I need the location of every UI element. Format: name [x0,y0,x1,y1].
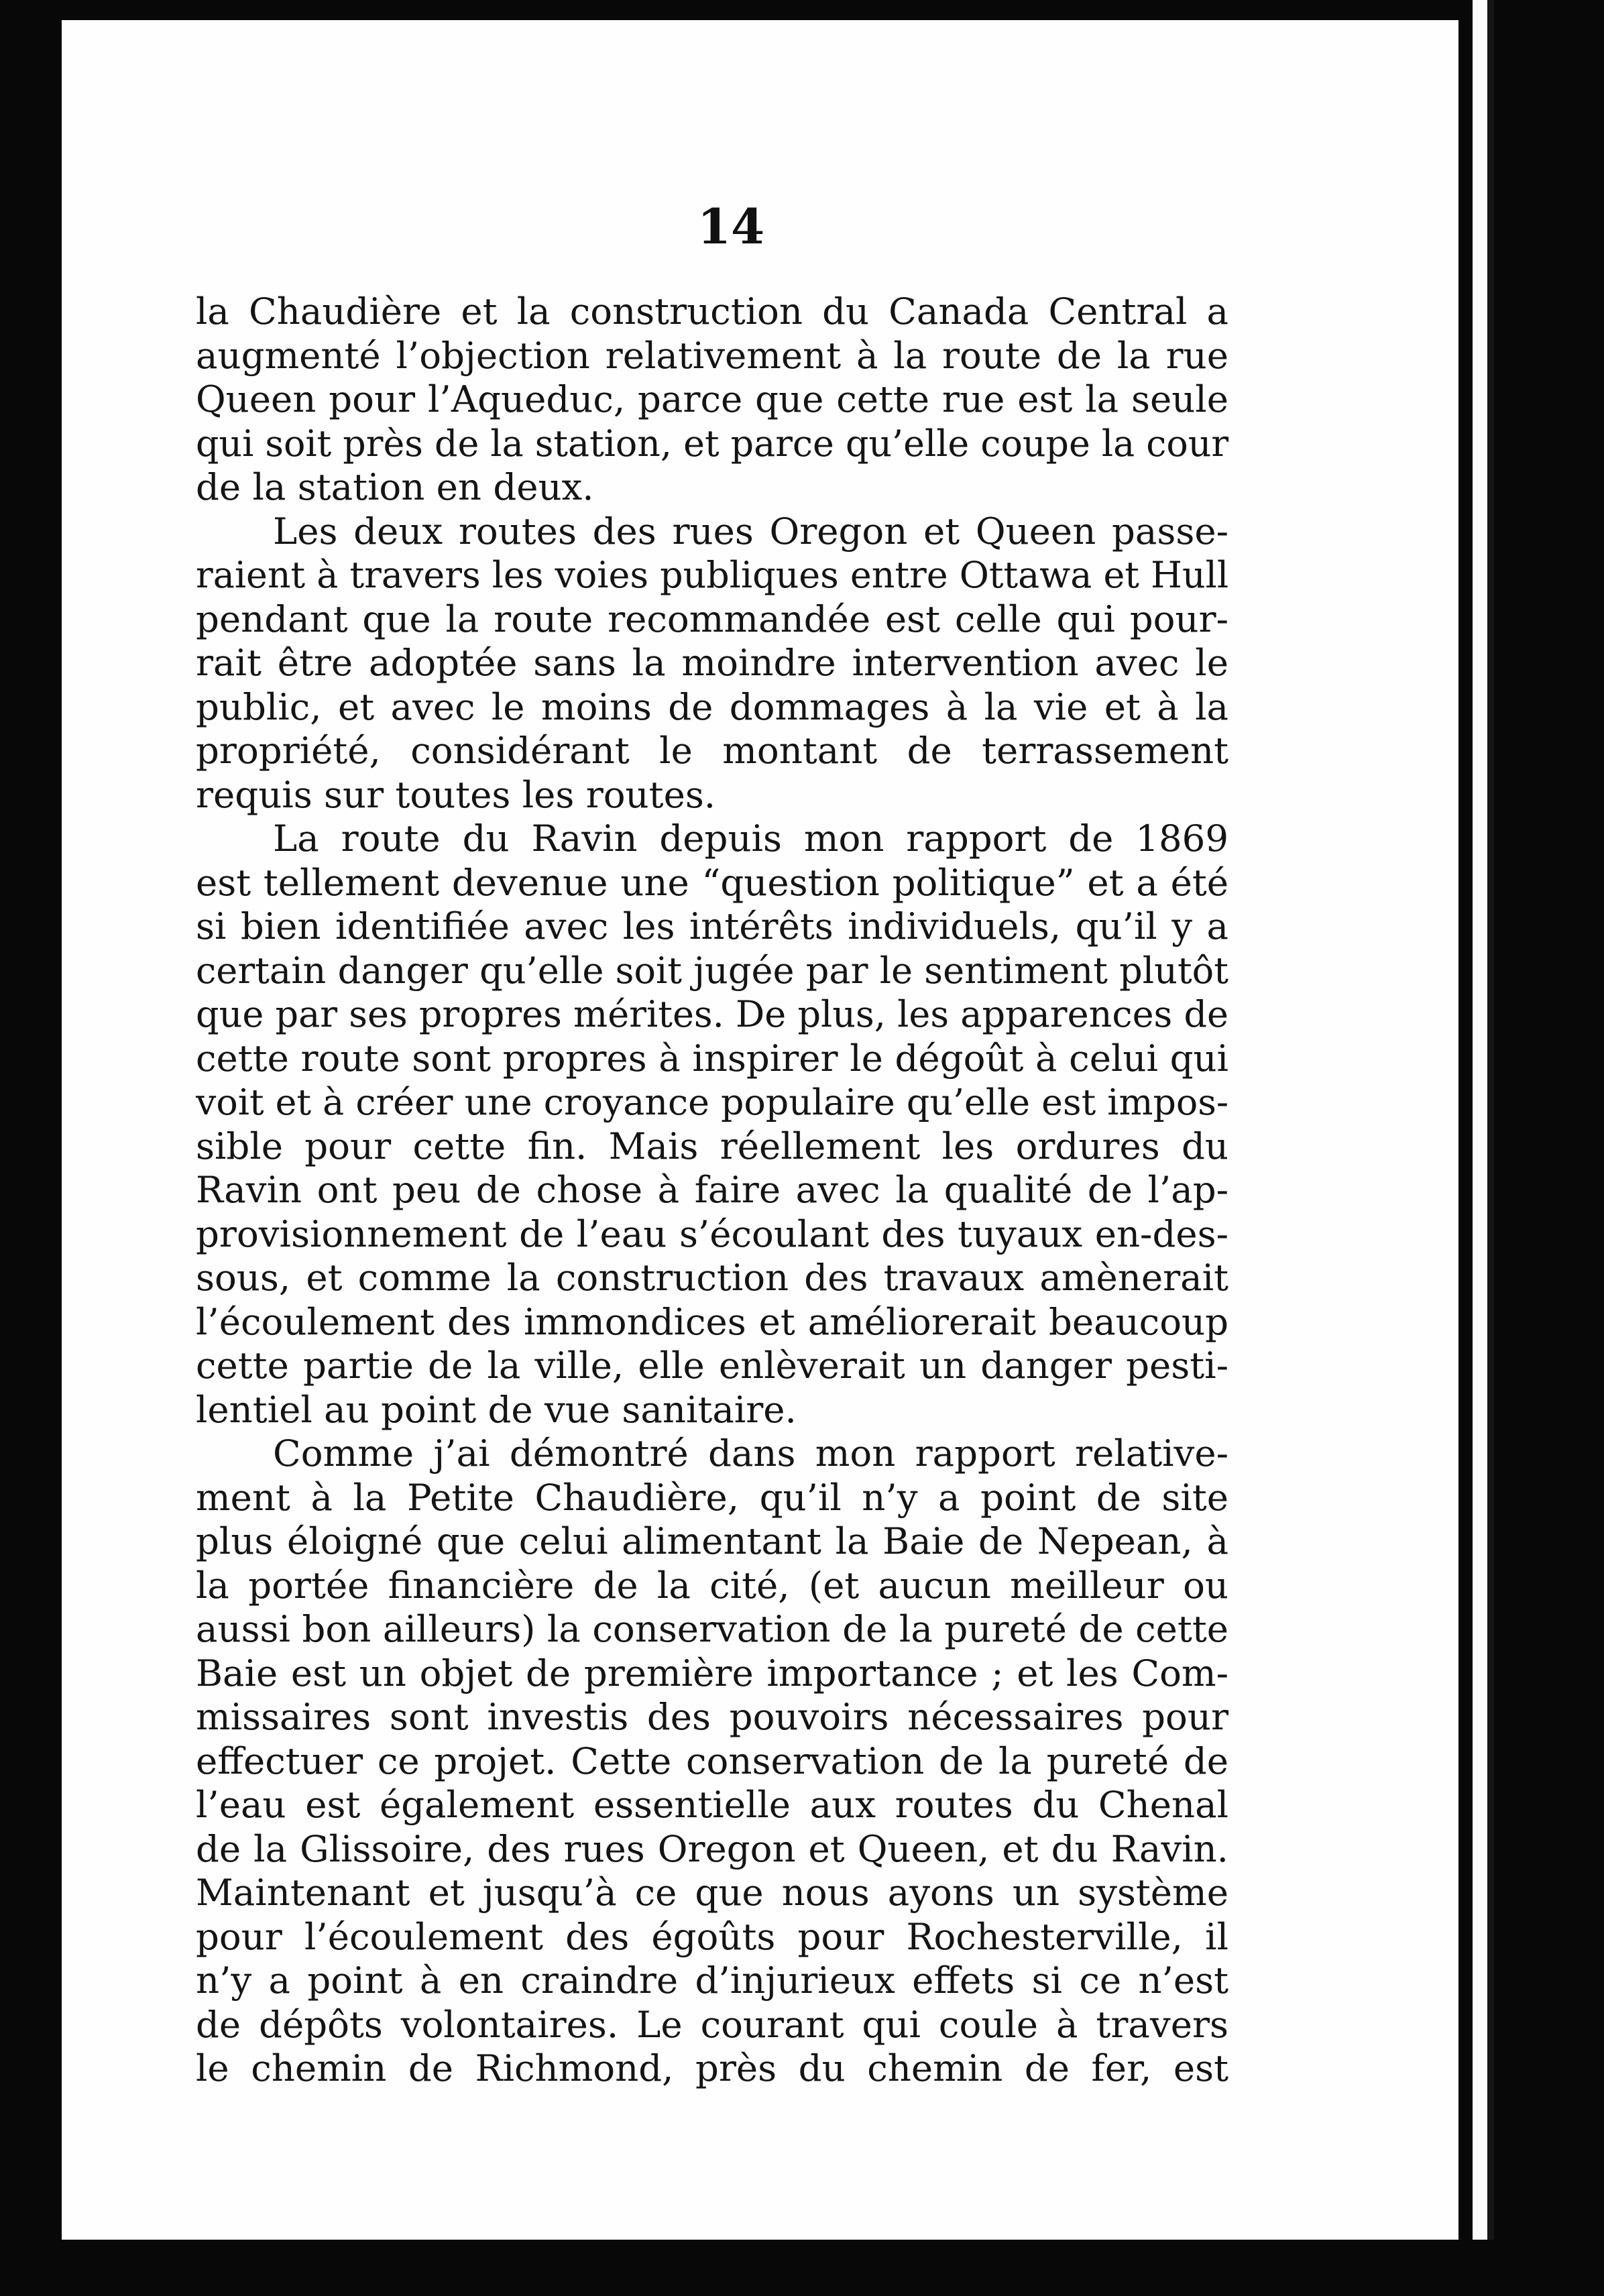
text-line-content: propriété, considérant le montant de terrassement [196,729,1228,772]
text-line-content: l’écoulement des immondices et améliorerait beaucoup [196,1300,1228,1343]
text-line-content: lentiel au point de vue sanitaire. [196,1387,797,1431]
text-line [196,1871,1228,1915]
text-line [196,1168,1228,1212]
text-line-content: Baie est un objet de première importance ; et les Com- [196,1651,1228,1695]
text-line-content: rait être adoptée sans la moindre intervention avec le [196,641,1228,684]
text-line-content: si bien identifiée avec les intérêts individuels, qu’il y a [196,905,1228,948]
text-line-content: La route du Ravin depuis mon rapport de 1869 [273,817,1228,860]
text-line [196,2003,1228,2047]
text-line [196,1915,1228,1959]
text-line [196,334,1228,378]
text-line [196,1652,1228,1696]
text-line-content: aussi bon ailleurs) la conservation de la pureté de cette [196,1607,1228,1650]
text-line-content: sous, et comme la construction des travaux amènerait [196,1256,1228,1299]
text-line [196,1564,1228,1608]
text-line [196,773,1228,817]
text-line [196,1388,1228,1432]
text-line-content: plus éloigné que celui alimentant la Baie de Nepean, à [196,1519,1228,1562]
text-line [196,1080,1228,1125]
text-line [196,1695,1228,1739]
text-line-content: que par ses propres mérites. De plus, les apparences de [196,993,1228,1035]
text-line [196,1037,1228,1081]
text-line [196,2047,1228,2091]
text-line-content: le chemin de Richmond, près du chemin de fer, est [196,2047,1228,2089]
text-line [196,1344,1228,1388]
adjacent-page-edge [1473,0,1487,2240]
scan-border-left [0,0,62,2296]
text-line [196,553,1228,597]
page-number: 14 [697,198,765,255]
text-line-content: pendant que la route recommandée est celle qui pour- [196,597,1228,640]
text-line [196,1300,1228,1344]
text-line [196,510,1228,554]
text-line-content: de la Glissoire, des rues Oregon et Queen, et du Ravin. [196,1827,1228,1870]
text-line-content: qui soit près de la station, et parce qu’elle coupe la cour [196,422,1229,465]
text-line [196,1212,1228,1257]
text-line-content: raient à travers les voies publiques entre Ottawa et Hull [196,554,1229,596]
text-line-content: cette route sont propres à inspirer le dégoût à celui qui [196,1036,1228,1080]
text-line-content: public, et avec le moins de dommages à la vie et à la [196,685,1228,728]
text-line [196,1256,1228,1300]
text-line [196,597,1228,642]
text-line-content: certain danger qu’elle soit jugée par le sentiment plutôt [196,949,1228,992]
text-line [196,1739,1228,1784]
text-line [196,861,1228,905]
body-text [196,290,1228,2091]
text-line [196,1125,1228,1169]
text-line [196,465,1228,510]
text-line-content: ment à la Petite Chaudière, qu’il n’y a point de site [196,1475,1228,1519]
text-line-content: Comme j’ai démontré dans mon rapport relative- [273,1432,1228,1475]
text-line [196,422,1228,466]
text-line [196,641,1228,685]
text-line-content: la Chaudière et la construction du Canada Central a [196,290,1228,333]
text-line-content: effectuer ce projet. Cette conservation de la pureté de [196,1739,1228,1782]
text-line-content: Queen pour l’Aqueduc, parce que cette rue est la seule [196,378,1228,420]
text-line [196,1783,1228,1827]
text-line-content: Les deux routes des rues Oregon et Queen passe- [273,509,1228,553]
text-line-content: requis sur toutes les routes. [196,772,716,816]
text-line [196,290,1228,334]
text-line-content: pour l’écoulement des égoûts pour Rochesterville, il [196,1914,1228,1958]
text-line-content: n’y a point à en craindre d’injurieux effets si ce n’est [196,1959,1228,2002]
text-line [196,685,1228,730]
text-line-content: provisionnement de l’eau s’écoulant des tuyaux en-des- [196,1212,1228,1255]
text-line [196,1827,1228,1872]
text-line-content: est tellement devenue une “question politique” et a été [196,860,1228,904]
text-line [196,1607,1228,1652]
text-line [196,949,1228,993]
text-line [196,729,1228,773]
text-line-content: missaires sont investis des pouvoirs nécessaires pour [196,1695,1228,1738]
text-line [196,1519,1228,1564]
text-line-content: la portée financière de la cité, (et aucun meilleur ou [196,1563,1228,1607]
text-line [196,992,1228,1037]
text-line [196,378,1228,422]
text-line-content: Maintenant et jusqu’à ce que nous ayons un système [196,1871,1228,1914]
text-line-content: voit et à créer une croyance populaire qu’elle est impos- [196,1081,1228,1123]
text-line [196,1476,1228,1520]
text-line-content: augmenté l’objection relativement à la route de la rue [196,333,1228,377]
text-line-content: sible pour cette fin. Mais réellement les ordures du [196,1124,1228,1167]
text-line [196,1432,1228,1476]
text-line [196,905,1228,949]
text-line [196,817,1228,861]
scan-border-top [0,0,1604,20]
page-gutter-shadow [1487,0,1494,2240]
text-line-content: l’eau est également essentielle aux routes du Chenal [196,1783,1228,1826]
text-line-content: de dépôts volontaires. Le courant qui coule à travers [196,2002,1228,2046]
scan-border-bottom [0,2240,1604,2296]
text-line-content: cette partie de la ville, elle enlèverait un danger pesti- [196,1344,1228,1387]
text-line-content: Ravin ont peu de chose à faire avec la qualité de l’ap- [196,1168,1228,1211]
text-line-content: de la station en deux. [196,465,594,508]
text-line [196,1959,1228,2003]
